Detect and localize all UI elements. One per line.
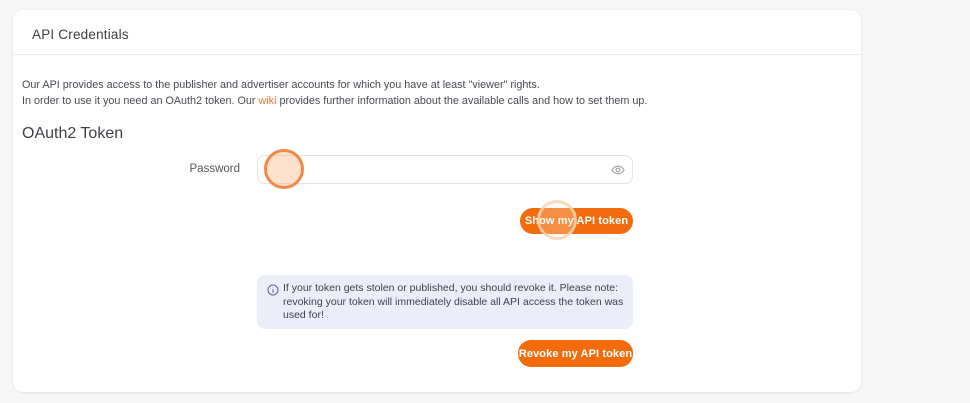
intro-line2-text-before: In order to use it you need an OAuth2 token. Our bbox=[22, 95, 259, 107]
info-text: If your token gets stolen or published, you should revoke it. Please note: revoking your token will immediately disable all API access the token was used for! bbox=[283, 282, 624, 321]
password-label: Password bbox=[189, 163, 240, 175]
password-input[interactable] bbox=[257, 155, 633, 184]
revoke-api-token-button[interactable]: Revoke my API token bbox=[518, 340, 633, 367]
info-circle-icon bbox=[267, 283, 279, 295]
wiki-link[interactable]: wiki bbox=[258, 95, 277, 107]
toggle-password-visibility-button[interactable] bbox=[607, 159, 628, 180]
page-title: API Credentials bbox=[32, 27, 129, 42]
show-api-token-button[interactable]: Show my API token bbox=[520, 208, 633, 234]
intro-line2-text-after: provides further information about the available calls and how to set them up. bbox=[276, 95, 648, 107]
header-divider bbox=[13, 54, 861, 55]
password-input-wrap bbox=[257, 155, 633, 184]
info-box bbox=[257, 275, 633, 329]
api-credentials-card bbox=[13, 10, 861, 392]
intro-line2 bbox=[22, 95, 647, 107]
oauth2-token-heading: OAuth2 Token bbox=[22, 125, 124, 142]
intro-line1: Our API provides access to the publisher and advertiser accounts for which you have at least "viewer" rights. bbox=[22, 79, 540, 91]
eye-icon bbox=[611, 163, 625, 177]
